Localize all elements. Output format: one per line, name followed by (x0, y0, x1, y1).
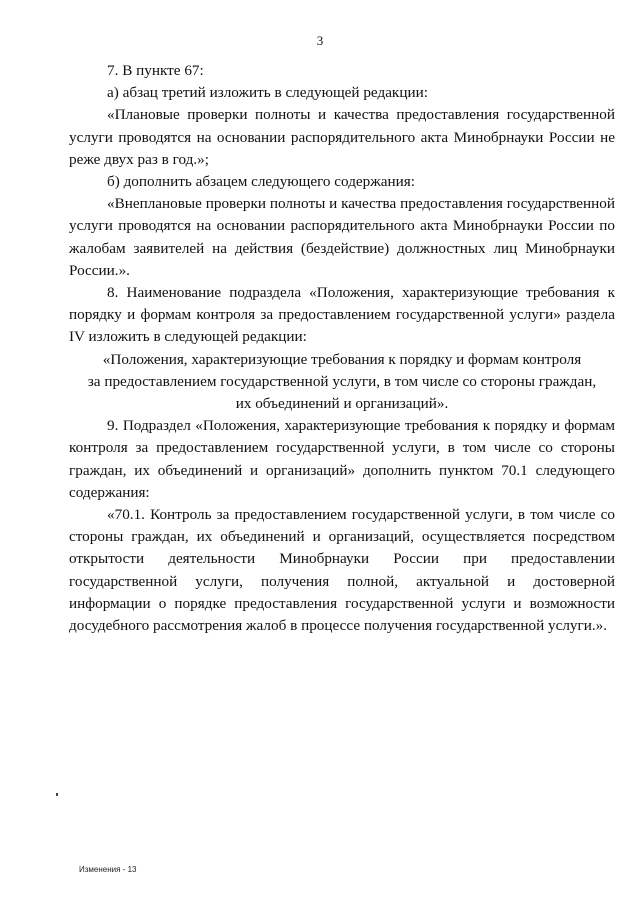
paragraph-quote-7a: «Плановые проверки полноты и качества предоставления государственной услуги проводятся на основании распорядительного акта Минобрнауки России не реже двух раз в год.»; (69, 106, 615, 168)
paragraph-item-9: 9. Подраздел «Положения, характеризующие требования к порядку и формам контроля за предоставлением государственной услуги, в том числе со стороны граждан, их объединений и организаций» дополнить пунктом 70.1 следующего содержания: (69, 417, 615, 501)
page-number: 3 (316, 33, 324, 48)
paragraph-quote-70-1: «70.1. Контроль за предоставлением государственной услуги, в том числе со стороны граждан, их объединений и организаций, осуществляется посредством открытости деятельности Минобрнауки России при предоставлении государственной услуги, получения полной, актуальной и достоверной информации о порядке предоставления государственной услуги и возможности досудебного рассмотрения жалоб в процессе получения государственной услуги.». (69, 506, 615, 635)
paragraph-item-7a: а) абзац третий изложить в следующей редакции: (107, 84, 428, 102)
subsection-title-line-3: их объединений и организаций». (235, 395, 449, 413)
paragraph-quote-7b: «Внеплановые проверки полноты и качества предоставления государственной услуги проводятся на основании распорядительного акта Минобрнауки России по жалобам заявителей на действия (бездействие) должностных лиц Минобрнауки России.». (69, 195, 615, 279)
subsection-title-line-1: «Положения, характеризующие требования к порядку и формам контроля (102, 350, 582, 368)
document-body (69, 60, 615, 637)
scan-speck (56, 793, 58, 796)
subsection-title-line-2: за предоставлением государственной услуги, в том числе со стороны граждан, (87, 372, 597, 390)
paragraph-item-7: 7. В пункте 67: (107, 62, 204, 79)
paragraph-item-8: 8. Наименование подраздела «Положения, характеризующие требования к порядку и формам контроля за предоставлением государственной услуги» раздела IV изложить в следующей редакции: (69, 284, 615, 346)
page-footer: Изменения - 13 (79, 865, 137, 874)
paragraph-item-7b: б) дополнить абзацем следующего содержания: (107, 173, 415, 191)
